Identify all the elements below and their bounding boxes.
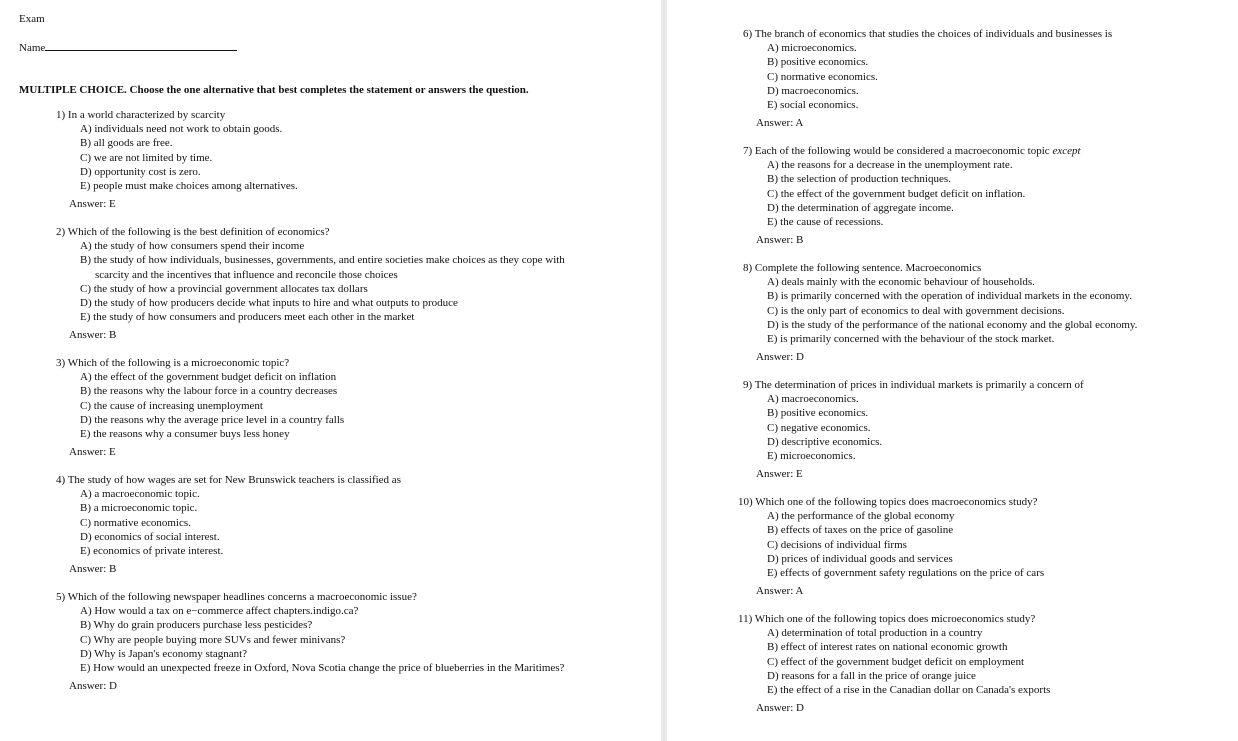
question-text: 10) Which one of the following topics does macroeconomics study?: [738, 496, 1038, 508]
option-e: E) people must make choices among alternatives.: [80, 180, 298, 193]
option-e: E) microeconomics.: [767, 450, 856, 463]
option-d: D) reasons for a fall in the price of orange juice: [767, 669, 976, 682]
option-d: D) the reasons why the average price level in a country falls: [80, 413, 345, 426]
question-9: [743, 378, 1223, 492]
option-a: A) How would a tax on e−commerce affect chapters.indigo.ca?: [80, 605, 359, 618]
option-c: C) effect of the government budget deficit on employment: [767, 655, 1024, 668]
option-b: B) the study of how individuals, businesses, governments, and entire societies make choices as they cope with scarcity and the incentives that influence and reconcile those choices: [80, 254, 565, 281]
option-e: E) the effect of a rise in the Canadian dollar on Canada's exports: [767, 684, 1051, 697]
name-blank-line: [45, 41, 237, 51]
option-a: A) microeconomics.: [767, 42, 857, 55]
question-text: 2) Which of the following is the best definition of economics?: [56, 226, 330, 238]
option-a: A) the study of how consumers spend their income: [80, 240, 305, 253]
question-options: [767, 41, 1223, 112]
option-d: D) opportunity cost is zero.: [80, 165, 201, 178]
question-8: [743, 261, 1233, 375]
question-options: [767, 275, 1233, 346]
option-e: E) effects of government safety regulations on the price of cars: [767, 567, 1045, 580]
option-c: C) normative economics.: [767, 70, 878, 83]
answer-line: Answer: B: [756, 234, 804, 247]
option-d: D) macroeconomics.: [767, 84, 859, 97]
question-7: [743, 144, 1223, 258]
option-a: A) the reasons for a decrease in the unemployment rate.: [767, 159, 1013, 172]
question-options: [80, 604, 565, 675]
question-text: 9) The determination of prices in individual markets is primarily a concern of: [743, 379, 1084, 391]
option-d: D) the determination of aggregate income.: [767, 201, 954, 214]
question-3: [56, 356, 616, 470]
question-options: [767, 392, 1223, 463]
option-e: E) economics of private interest.: [80, 545, 224, 558]
answer-line: Answer: B: [69, 329, 117, 342]
exam-page-right: [667, 0, 1238, 741]
question-4: [56, 473, 616, 587]
answer-line: Answer: B: [69, 563, 117, 576]
question-6: [743, 27, 1223, 141]
question-text: 6) The branch of economics that studies the choices of individuals and businesses is: [743, 28, 1113, 40]
option-d: D) the study of how producers decide what inputs to hire and what outputs to produce: [80, 297, 458, 310]
question-text: 11) Which one of the following topics does microeconomics study?: [738, 613, 1036, 625]
option-e: E) How would an unexpected freeze in Oxford, Nova Scotia change the price of blueberries in the Maritimes?: [80, 662, 565, 675]
question-5: [56, 590, 616, 704]
question-text-emphasis: except: [1052, 145, 1081, 157]
option-d: D) Why is Japan's economy stagnant?: [80, 647, 248, 660]
option-c: C) decisions of individual firms: [767, 538, 907, 551]
name-label: Name: [19, 42, 46, 54]
option-e: E) the reasons why a consumer buys less honey: [80, 428, 290, 441]
option-e: E) is primarily concerned with the behaviour of the stock market.: [767, 333, 1055, 346]
answer-line: Answer: A: [756, 585, 804, 598]
question-text: [743, 144, 1223, 158]
option-e: E) social economics.: [767, 99, 859, 112]
answer-line: Answer: D: [756, 351, 804, 364]
question-options: [767, 158, 1223, 229]
option-d: D) descriptive economics.: [767, 435, 883, 448]
option-d: D) is the study of the performance of the national economy and the global economy.: [767, 318, 1138, 331]
question-options: [80, 122, 616, 193]
answer-line: Answer: A: [756, 117, 804, 130]
option-b: B) effect of interest rates on national economic growth: [767, 641, 1008, 654]
question-text: 4) The study of how wages are set for New Brunswick teachers is classified as: [56, 474, 401, 486]
option-d: D) prices of individual goods and services: [767, 552, 953, 565]
answer-line: Answer: D: [756, 702, 804, 715]
option-b: B) all goods are free.: [80, 137, 173, 150]
option-a: A) individuals need not work to obtain goods.: [80, 123, 283, 136]
option-c: C) is the only part of economics to deal with government decisions.: [767, 304, 1065, 317]
option-a: A) determination of total production in a country: [767, 627, 983, 640]
question-11: [738, 612, 1223, 726]
question-text-main: 7) Each of the following would be considered a macroeconomic topic: [743, 145, 1050, 157]
option-a: A) macroeconomics.: [767, 393, 859, 406]
question-text: 5) Which of the following newspaper headlines concerns a macroeconomic issue?: [56, 591, 417, 603]
question-1: [56, 108, 616, 222]
question-options: [767, 509, 1223, 580]
option-b: B) positive economics.: [767, 56, 869, 69]
option-b: B) Why do grain producers purchase less pesticides?: [80, 619, 313, 632]
option-b: B) positive economics.: [767, 407, 869, 420]
question-2: [56, 225, 616, 354]
option-c: C) the cause of increasing unemployment: [80, 399, 263, 412]
option-c: C) negative economics.: [767, 421, 871, 434]
answer-line: Answer: E: [69, 446, 116, 459]
option-e: E) the cause of recessions.: [767, 216, 884, 229]
option-a: A) deals mainly with the economic behaviour of households.: [767, 276, 1035, 289]
option-b: B) the reasons why the labour force in a country decreases: [80, 385, 338, 398]
option-a: A) a macroeconomic topic.: [80, 488, 200, 501]
option-a: A) the performance of the global economy: [767, 510, 955, 523]
answer-line: Answer: D: [69, 680, 117, 693]
instructions-heading: MULTIPLE CHOICE. Choose the one alternative that best completes the statement or answers the question.: [19, 84, 529, 96]
option-a: A) the effect of the government budget deficit on inflation: [80, 371, 337, 384]
option-c: C) normative economics.: [80, 516, 191, 529]
exam-label: Exam: [19, 13, 45, 25]
question-options: [767, 626, 1223, 697]
question-text: 1) In a world characterized by scarcity: [56, 109, 226, 121]
option-c: C) we are not limited by time.: [80, 151, 213, 164]
option-b: B) effects of taxes on the price of gasoline: [767, 524, 954, 537]
question-options: [80, 487, 616, 558]
question-options: [80, 370, 616, 441]
option-d: D) economics of social interest.: [80, 530, 220, 543]
option-b: B) a microeconomic topic.: [80, 502, 198, 515]
answer-line: Answer: E: [69, 198, 116, 211]
option-b: B) the selection of production techniques.: [767, 173, 951, 186]
question-10: [738, 495, 1223, 609]
answer-line: Answer: E: [756, 468, 803, 481]
name-field: [19, 41, 237, 54]
question-text: 3) Which of the following is a microeconomic topic?: [56, 357, 290, 369]
option-c: C) the effect of the government budget deficit on inflation.: [767, 187, 1026, 200]
option-c: C) Why are people buying more SUVs and fewer minivans?: [80, 633, 346, 646]
question-options: [80, 239, 588, 324]
option-e: E) the study of how consumers and producers meet each other in the market: [80, 311, 415, 324]
option-c: C) the study of how a provincial government allocates tax dollars: [80, 282, 368, 295]
option-b: B) is primarily concerned with the operation of individual markets in the economy.: [767, 290, 1132, 303]
question-text: 8) Complete the following sentence. Macroeconomics: [743, 262, 982, 274]
